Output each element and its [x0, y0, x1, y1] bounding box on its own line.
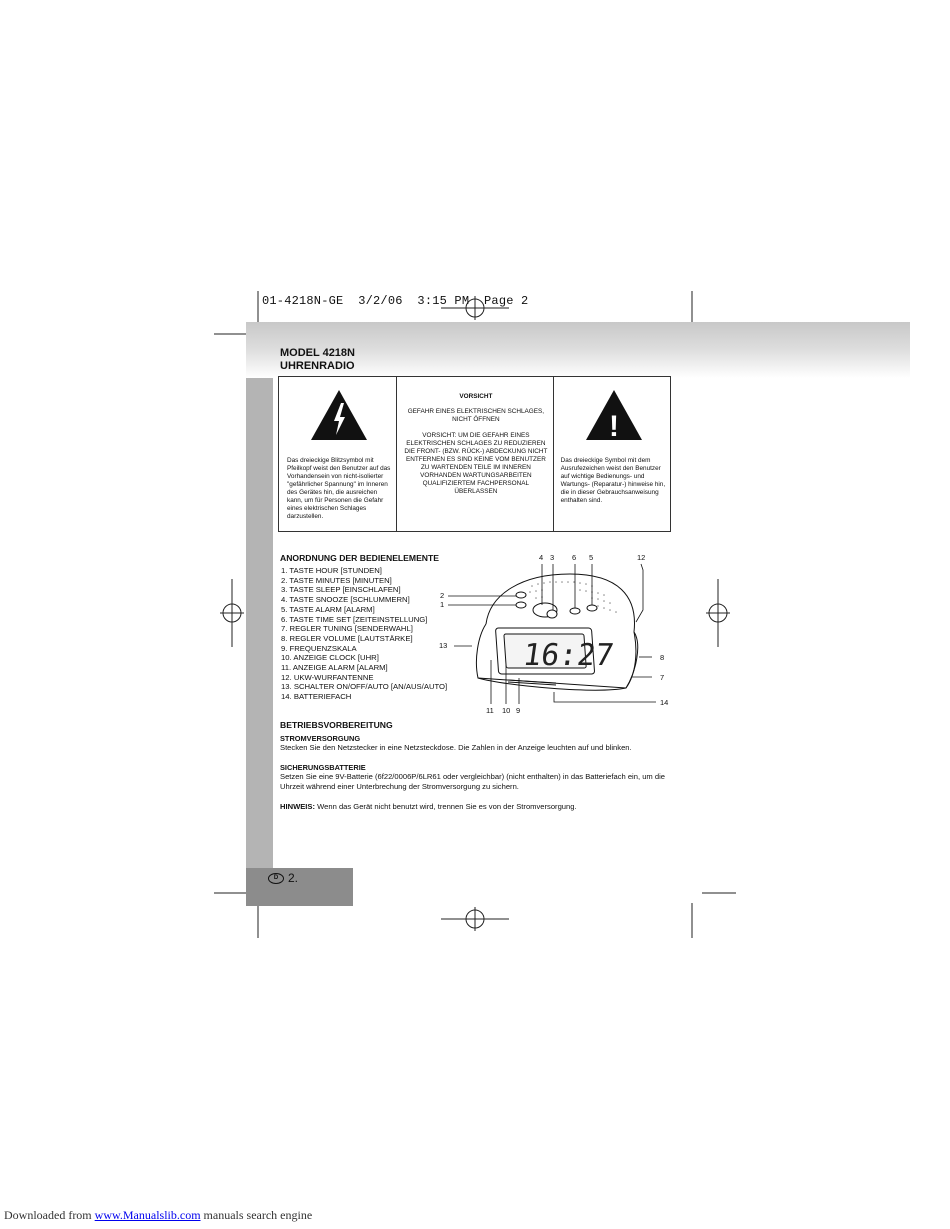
page-number-text: 2. [288, 871, 299, 885]
callout-number: 9 [516, 706, 521, 715]
model-number: MODEL 4218N [280, 347, 355, 359]
control-list-item: 12. UKW-WURFANTENNE [281, 672, 374, 682]
control-list-item: 10. ANZEIGE CLOCK [UHR] [281, 653, 379, 663]
note-paragraph [280, 802, 680, 812]
callout-number: 10 [502, 706, 511, 715]
callout-number: 4 [539, 553, 544, 562]
clock-top-outline [486, 574, 634, 632]
manualslib-link[interactable]: www.Manualslib.com [94, 1208, 201, 1222]
callout-number: 5 [589, 553, 594, 562]
control-list-item: 7. REGLER TUNING [SENDERWAHL] [281, 624, 413, 634]
registration-mark-right [706, 579, 730, 647]
callout-number: 12 [637, 553, 646, 562]
language-badge: D [268, 873, 284, 884]
backup-battery-text: Setzen Sie eine 9V-Batterie (6f22/0006P/6LR61 oder vergleichbar) (nicht enthalten) in das Batteriefach ein, um die Uhrzeit während einer Unterbrechung der Stromversorgung zu sichern. [280, 772, 665, 791]
voltage-warning-text: Das dreieckige Blitzsymbol mit Pfeilkopf weist den Benutzer auf das Vorhandensein von nicht-isolierter "gefährlicher Spannung" im Inneren des Gerätes hin, die ausreichen kann, um für Personen die Gefahr eines elektrischen Schlages darzustellen. [287, 457, 391, 520]
note-text: Wenn das Gerät nicht benutzt wird, trennen Sie es von der Stromversorgung. [317, 802, 577, 811]
control-list-item: 1. TASTE HOUR [STUNDEN] [281, 566, 382, 575]
sleep-button [547, 610, 557, 618]
exclamation-warning-icon [585, 389, 643, 441]
warning-box [278, 376, 671, 532]
callout-number: 14 [660, 698, 669, 707]
model-title [280, 347, 355, 373]
callout-number: 3 [550, 553, 555, 562]
control-list-item: 5. TASTE ALARM [ALARM] [281, 604, 375, 614]
page-number-box [246, 868, 353, 906]
side-bar [246, 378, 273, 868]
clock-radio-illustration [436, 550, 676, 720]
attention-warning-text: Das dreieckige Symbol mit dem Ausrufezeichen weist den Benutzer auf wichtige Bedienungs- und Wartungs- (Reparatur-) hinweise hin, die in dieser Gebrauchsanweisung enthalten sind. [560, 457, 666, 504]
print-header: 01-4218N-GE 3/2/06 3:15 PM Page 2 [262, 294, 529, 308]
control-list-item: 4. TASTE SNOOZE [SCHLUMMERN] [281, 595, 410, 605]
preparation-heading: BETRIEBSVORBEREITUNG [280, 720, 393, 730]
callout-number: 6 [572, 553, 577, 562]
lightning-warning-icon [310, 389, 368, 441]
control-list-item: 13. SCHALTER ON/OFF/AUTO [AN/AUS/AUTO] [281, 682, 448, 692]
footer-prefix: Downloaded from [4, 1208, 92, 1222]
product-type: UHRENRADIO [280, 360, 355, 372]
control-list-item: 3. TASTE SLEEP [EINSCHLAFEN] [281, 585, 401, 595]
footer-suffix: manuals search engine [203, 1208, 313, 1222]
control-list-item: 11. ANZEIGE ALARM [ALARM] [281, 663, 388, 673]
note-label: HINWEIS: [280, 802, 316, 811]
callout-number: 11 [486, 706, 494, 715]
warning-cell-attention [553, 377, 670, 531]
callout-number: 13 [439, 641, 448, 650]
controls-heading: ANORDNUNG DER BEDIENELEMENTE [280, 553, 439, 563]
hour-button [516, 602, 526, 608]
alarm-button [587, 605, 597, 611]
caution-shock-text: GEFAHR EINES ELEKTRISCHEN SCHLAGES, NICHT ÖFFNEN [407, 408, 545, 423]
caution-detail-text: VORSICHT: UM DIE GEFAHR EINES ELEKTRISCHEN SCHLAGES ZU REDUZIEREN DIE FRONT- (BZW. RÜCK-) ABDECKUNG NICHT ENTFERNEN ES SIND KEINE VOM BENUTZER ZU WARTENDEN TEILE IM INNEREN VORHANDEN WARTUNGSARBEITEN QUALIFIZIERTEM FACHPERSONAL ÜBERLASSEN [404, 432, 548, 495]
control-list-item: 8. REGLER VOLUME [LAUTSTÄRKE] [281, 633, 413, 643]
warning-cell-voltage [279, 377, 396, 531]
warning-cell-caution [396, 377, 552, 531]
registration-mark-left [220, 579, 244, 647]
control-list-item: 9. FREQUENZSKALA [281, 643, 357, 653]
caution-heading: VORSICHT [459, 393, 493, 400]
callout-number: 8 [660, 653, 665, 662]
callout-number: 1 [440, 600, 445, 609]
registration-mark-bottom [441, 907, 509, 931]
control-list-item: 6. TASTE TIME SET [ZEITEINSTELLUNG] [281, 614, 428, 624]
callout-number: 2 [440, 591, 445, 600]
page-number [268, 871, 298, 885]
exclamation-glyph: ! [608, 410, 619, 441]
control-list-item: 2. TASTE MINUTES [MINUTEN] [281, 575, 392, 585]
backup-battery-heading: SICHERUNGSBATTERIE [280, 763, 366, 772]
controls-list [281, 566, 447, 702]
control-list-item: 14. BATTERIEFACH [281, 692, 352, 702]
power-supply-heading: STROMVERSORGUNG [280, 734, 361, 743]
download-footer [4, 1208, 312, 1223]
callout-number: 7 [660, 673, 665, 682]
power-supply-text: Stecken Sie den Netzstecker in eine Netzsteckdose. Die Zahlen in der Anzeige leuchten auf und blinken. [280, 743, 632, 752]
minutes-button [516, 592, 526, 598]
display-digits: 16:27 [520, 638, 616, 673]
time-set-button [570, 608, 580, 614]
